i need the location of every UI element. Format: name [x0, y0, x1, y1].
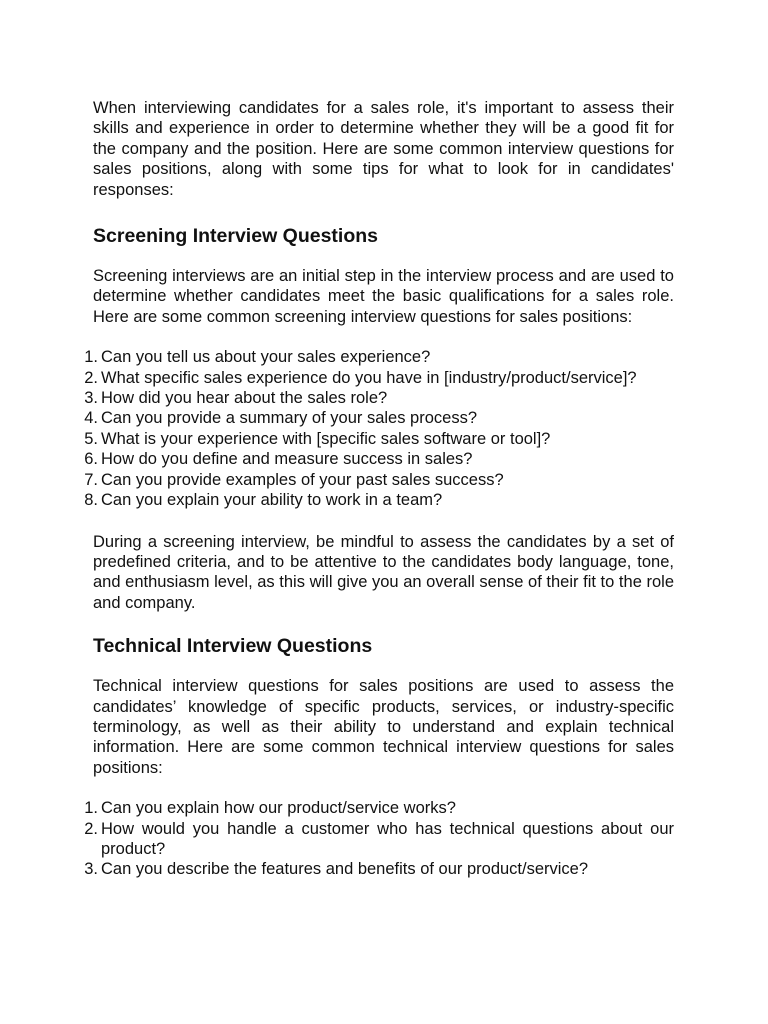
list-item-text: What specific sales experience do you have in [industry/product/service]? [101, 368, 637, 387]
list-item-text: How would you handle a customer who has technical questions about our product? [101, 819, 674, 858]
list-item-number: 4 . [76, 408, 98, 428]
list-item-text: How did you hear about the sales role? [101, 389, 388, 408]
screening-heading: Screening Interview Questions [93, 225, 378, 248]
list-item-number: 3 . [76, 859, 98, 879]
list-item-text: How do you define and measure success in sales? [101, 450, 473, 469]
screening-questions-list [84, 347, 674, 510]
list-item [84, 429, 674, 449]
technical-questions-list [84, 798, 674, 880]
list-item [84, 347, 674, 367]
technical-description: Technical interview questions for sales positions are used to assess the candidates’ knowledge of specific products, services, or industry-specific terminology, as well as their ability to understand and explain technical information. Here are some common technical interview questions for sales positions: [93, 677, 674, 777]
list-item [84, 798, 674, 818]
intro-paragraph: When interviewing candidates for a sales role, it's important to assess their skills and experience in order to determine whether they will be a good fit for the company and the position. Here are some common interview questions for sales positions, along with some tips for what to look for in candidates' responses: [93, 99, 674, 199]
list-item [84, 408, 674, 428]
screening-description: Screening interviews are an initial step in the interview process and are used to determine whether candidates meet the basic qualifications for a sales role. Here are some common screening interview questions for sales positions: [93, 267, 674, 326]
list-item-text: Can you provide a summary of your sales process? [101, 409, 478, 428]
list-item [84, 859, 674, 879]
list-item [84, 388, 674, 408]
list-item-number: 6 . [76, 449, 98, 469]
list-item-number: 1 . [76, 798, 98, 818]
list-item-number: 2 . [76, 368, 98, 388]
list-item [84, 470, 674, 490]
list-item-number: 8 . [76, 490, 98, 510]
document-page [84, 98, 674, 880]
list-item [84, 368, 674, 388]
list-item-number: 1 . [76, 347, 98, 367]
list-item-number: 2 . [76, 819, 98, 839]
list-item [84, 819, 674, 860]
list-item-number: 3 . [76, 388, 98, 408]
list-item-text: Can you describe the features and benefits of our product/service? [101, 860, 589, 879]
technical-heading: Technical Interview Questions [93, 635, 373, 658]
list-item-text: Can you provide examples of your past sales success? [101, 470, 504, 489]
list-item [84, 449, 674, 469]
list-item-text: Can you explain your ability to work in a team? [101, 491, 443, 510]
list-item-number: 5 . [76, 429, 98, 449]
list-item [84, 490, 674, 510]
list-item-text: Can you explain how our product/service works? [101, 799, 456, 818]
list-item-number: 7 . [76, 470, 98, 490]
screening-closing-paragraph: During a screening interview, be mindful to assess the candidates by a set of predefined criteria, and to be attentive to the candidates body language, tone, and enthusiasm level, as this will give you an overall sense of their fit to the role and company. [93, 532, 674, 612]
list-item-text: Can you tell us about your sales experience? [101, 348, 431, 367]
list-item-text: What is your experience with [specific sales software or tool]? [101, 429, 551, 448]
